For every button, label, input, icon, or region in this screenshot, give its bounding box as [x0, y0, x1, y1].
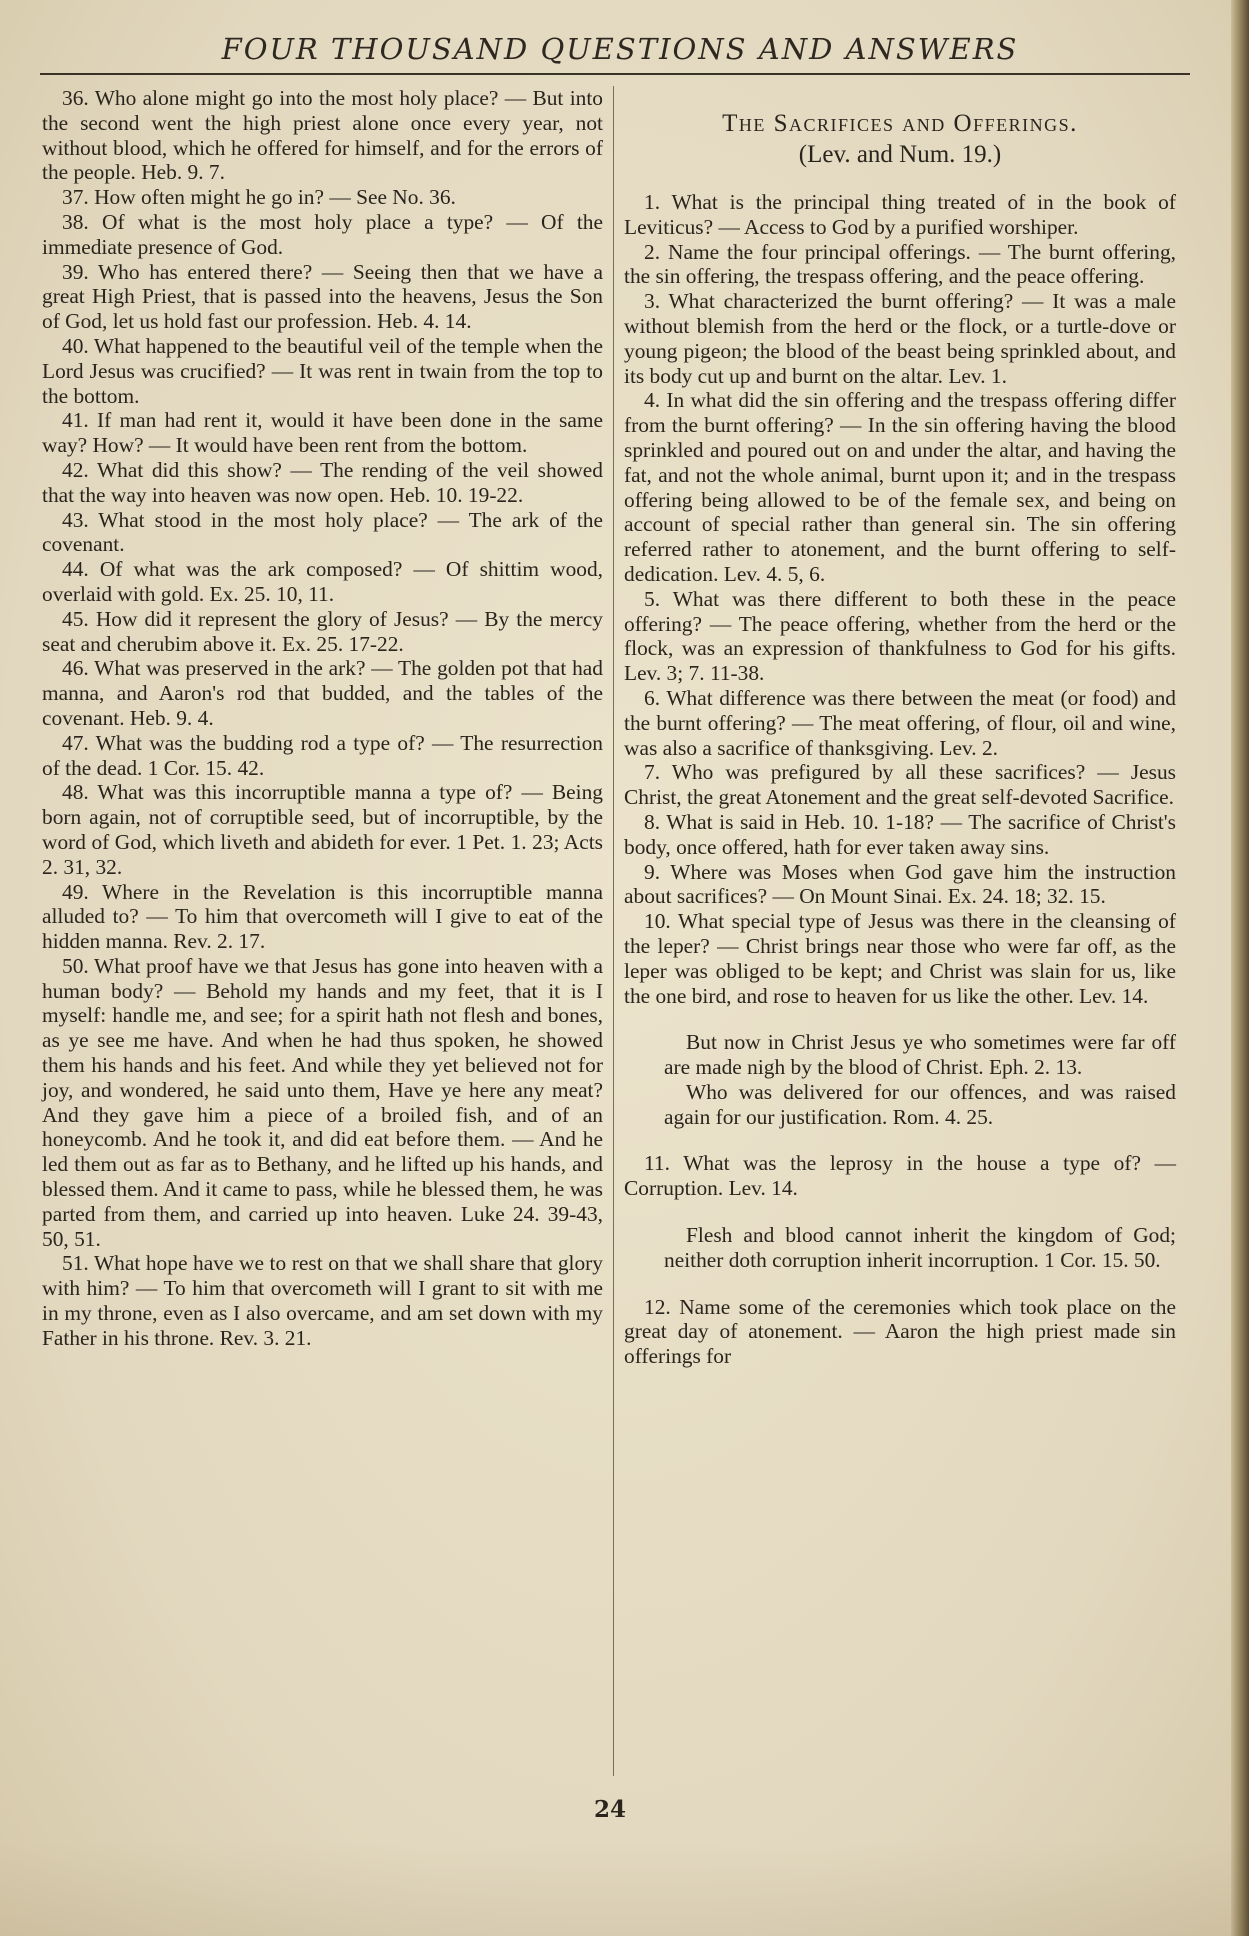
question-44: 44. Of what was the ark composed? — Of shittim wood, overlaid with gold. Ex. 25. 10, 11.: [42, 557, 603, 606]
section-title: The Sacrifices and Offerings.: [722, 110, 1078, 137]
question-5: 5. What was there different to both these in the peace offering? — The peace offering, whether from the herd or the flock, was an expression of thankfulness to God for his gifts. Lev. 3; 7. 11-38.: [624, 586, 1176, 686]
question-6: 6. What difference was there between the meat (or food) and the burnt offering? — The meat offering, of flour, oil and wine, was also a sacrifice of thanksgiving. Lev. 2.: [624, 685, 1176, 760]
running-header: FOUR THOUSAND QUESTIONS AND ANSWERS: [221, 32, 1019, 66]
question-36: 36. Who alone might go into the most holy place? — But into the second went the high priest alone once every year, not without blood, which he offered for himself, and for the errors of the people. Heb. 9. 7.: [42, 86, 603, 185]
scripture-verse: Flesh and blood cannot inherit the kingdom of God; neither doth corruption inherit incorruption. 1 Cor. 15. 50.: [664, 1223, 1176, 1272]
question-42: 42. What did this show? — The rending of the veil showed that the way into heaven was now open. Heb. 10. 19-22.: [42, 457, 603, 507]
question-37: 37. How often might he go in? — See No. 36.: [62, 185, 456, 210]
question-1: 1. What is the principal thing treated of in the book of Leviticus? — Access to God by a purified worshiper.: [624, 190, 1176, 239]
question-12: 12. Name some of the ceremonies which took place on the great day of atonement. — Aaron the high priest made sin offerings for: [624, 1294, 1176, 1369]
question-43: 43. What stood in the most holy place? — The ark of the covenant.: [42, 507, 603, 557]
question-47: 47. What was the budding rod a type of? — The resurrection of the dead. 1 Cor. 15. 42.: [42, 730, 603, 780]
page-shading: [0, 1840, 1249, 1936]
column-divider: [613, 86, 614, 1776]
page-number: 24: [593, 1796, 626, 1823]
scripture-verse: But now in Christ Jesus ye who sometimes were far off are made nigh by the blood of Christ. Eph. 2. 13.: [664, 1030, 1176, 1080]
question-41: 41. If man had rent it, would it have been done in the same way? How? — It would have been rent from the bottom.: [42, 408, 603, 458]
question-40: 40. What happened to the beautiful veil of the temple when the Lord Jesus was crucified? — It was rent in twain from the top to the bottom.: [42, 333, 603, 408]
right-column: [624, 86, 1176, 1369]
question-48: 48. What was this incorruptible manna a type of? — Being born again, not of corruptible seed, but of incorruptible, by the word of God, which liveth and abideth for ever. 1 Pet. 1. 23; Acts 2. 31, 32.: [42, 780, 603, 879]
header-rule: [40, 73, 1190, 75]
question-9: 9. Where was Moses when God gave him the instruction about sacrifices? — On Mount Sinai. Ex. 24. 18; 32. 15.: [624, 859, 1176, 909]
question-50: 50. What proof have we that Jesus has gone into heaven with a human body? — Behold my hands and my feet, that it is I myself: handle me, and see; for a spirit hath not flesh and bones, as ye see me have. And when he had thus spoken, he showed them his hands and his feet. And while they yet believed not for joy, and wondered, he said unto them, Have ye here any meat? And they gave him a piece of a broiled fish, and of an honeycomb. And he took it, and did eat before them. — And he led them out as far as to Bethany, and he lifted up his hands, and blessed them. And it came to pass, while he blessed them, he was parted from them, and carried up into heaven. Luke 24. 39-43, 50, 51.: [42, 953, 603, 1251]
question-49: 49. Where in the Revelation is this incorruptible manna alluded to? — To him that overcometh will I give to eat of the hidden manna. Rev. 2. 17.: [42, 879, 603, 954]
question-45: 45. How did it represent the glory of Jesus? — By the mercy seat and cherubim above it. Ex. 25. 17-22.: [42, 606, 603, 656]
question-38: 38. Of what is the most holy place a type? — Of the immediate presence of God.: [42, 209, 603, 259]
question-46: 46. What was preserved in the ark? — The golden pot that had manna, and Aaron's rod that budded, and the tables of the covenant. Heb. 9. 4.: [42, 656, 603, 730]
question-39: 39. Who has entered there? — Seeing then that we have a great High Priest, that is passed into the heavens, Jesus the Son of God, let us hold fast our profession. Heb. 4. 14.: [42, 259, 603, 334]
question-10: 10. What special type of Jesus was there in the cleansing of the leper? — Christ brings near those who were far off, as the leper was obliged to be kept; and Christ was slain for us, like the one bird, and rose to heaven for us like the other. Lev. 14.: [624, 909, 1176, 1008]
question-11: 11. What was the leprosy in the house a type of? — Corruption. Lev. 14.: [624, 1151, 1176, 1201]
book-spine-edge: [1231, 0, 1249, 1936]
scripture-verse: Who was delivered for our offences, and was raised again for our justification. Rom. 4. 25.: [664, 1079, 1176, 1129]
question-8: 8. What is said in Heb. 10. 1-18? — The sacrifice of Christ's body, once offered, hath for ever taken away sins.: [624, 809, 1176, 859]
question-3: 3. What characterized the burnt offering? — It was a male without blemish from the herd or the flock, or a turtle-dove or young pigeon; the blood of the beast being sprinkled about, and its body cut up and burnt on the altar. Lev. 1.: [624, 289, 1176, 388]
question-4: 4. In what did the sin offering and the trespass offering differ from the burnt offering? — In the sin offering having the blood sprinkled and poured out on and under the altar, and having the fat, and not the whole animal, burnt upon it; and in the trespass offering being allowed to be of the female sex, and being on account of special rather than general sin. The sin offering referred rather to atonement, and the burnt offering to self-dedication. Lev. 4. 5, 6.: [624, 388, 1176, 586]
question-51: 51. What hope have we to rest on that we shall share that glory with him? — To him that overcometh will I grant to sit with me in my throne, even as I also overcame, and am set down with my Father in his throne. Rev. 3. 21.: [42, 1251, 603, 1350]
question-7: 7. Who was prefigured by all these sacrifices? — Jesus Christ, the great Atonement and the great self-devoted Sacrifice.: [624, 760, 1176, 810]
section-subtitle: (Lev. and Num. 19.): [798, 141, 1002, 168]
question-2: 2. Name the four principal offerings. — The burnt offering, the sin offering, the trespass offering, and the peace offering.: [624, 239, 1176, 289]
left-column: [42, 86, 603, 1351]
